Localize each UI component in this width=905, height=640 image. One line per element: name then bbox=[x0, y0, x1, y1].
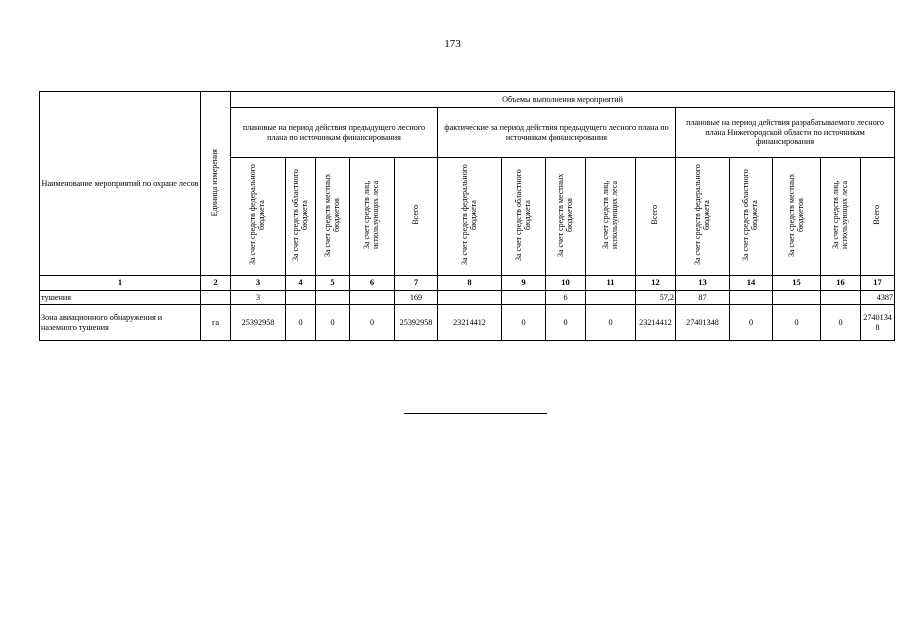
header-unit bbox=[201, 92, 231, 276]
table-cell: 27401348 bbox=[676, 305, 730, 341]
subcol-header bbox=[636, 158, 676, 276]
col-number: 10 bbox=[546, 276, 586, 291]
table-cell: тушения bbox=[40, 291, 201, 305]
table-cell bbox=[316, 291, 350, 305]
subcol-header bbox=[316, 158, 350, 276]
table-cell: 0 bbox=[546, 305, 586, 341]
col-number: 8 bbox=[438, 276, 502, 291]
subcol-header bbox=[438, 158, 502, 276]
table-cell bbox=[821, 291, 861, 305]
table-cell: Зона авиационного обнаружения и наземного тушения bbox=[40, 305, 201, 341]
table-cell bbox=[438, 291, 502, 305]
table-cell: 25392958 bbox=[231, 305, 286, 341]
subcol-header bbox=[502, 158, 546, 276]
subcol-header bbox=[395, 158, 438, 276]
header-unit-label: Единица измерения bbox=[210, 148, 220, 216]
header-group-actual-prev: фактические за период действия предыдущего лесного плана по источникам финансирования bbox=[438, 108, 676, 158]
subcol-label: За счет средств федерального бюджета bbox=[248, 164, 266, 266]
col-number: 13 bbox=[676, 276, 730, 291]
table-cell: 0 bbox=[773, 305, 821, 341]
col-number: 11 bbox=[586, 276, 636, 291]
col-number: 17 bbox=[861, 276, 895, 291]
subcol-header bbox=[586, 158, 636, 276]
subcol-header bbox=[286, 158, 316, 276]
table-row bbox=[40, 305, 895, 341]
subcol-header bbox=[773, 158, 821, 276]
table-cell: 0 bbox=[350, 305, 395, 341]
subcol-header bbox=[231, 158, 286, 276]
table-cell: 169 bbox=[395, 291, 438, 305]
subcol-label: За счет средств местных бюджетов bbox=[786, 173, 805, 257]
subcol-label: Всего bbox=[410, 205, 420, 226]
header-group-planned-prev: плановые на период действия предыдущего лесного плана по источникам финансирования bbox=[231, 108, 438, 158]
subcol-label: За счет средств федерального бюджета bbox=[459, 164, 478, 266]
table-cell: 23214412 bbox=[438, 305, 502, 341]
header-group-planned-new: плановые на период действия разрабатываемого лесного плана Нижегородской области по источникам финансирования bbox=[676, 108, 895, 158]
table-cell: 27401348 bbox=[861, 305, 895, 341]
col-number: 5 bbox=[316, 276, 350, 291]
table-cell: 0 bbox=[730, 305, 773, 341]
table-cell: 25392958 bbox=[395, 305, 438, 341]
table-cell: 4387 bbox=[861, 291, 895, 305]
col-number: 15 bbox=[773, 276, 821, 291]
table-cell: 0 bbox=[502, 305, 546, 341]
col-number: 2 bbox=[201, 276, 231, 291]
subcol-label: За счет средств лиц, использующих леса bbox=[830, 181, 849, 250]
forest-protection-table bbox=[39, 91, 895, 341]
subcol-label: Всего bbox=[650, 205, 660, 226]
table-cell: га bbox=[201, 305, 231, 341]
subcol-label: За счет средств областного бюджета bbox=[741, 169, 759, 262]
table-cell bbox=[201, 291, 231, 305]
table-row bbox=[40, 291, 895, 305]
table-cell bbox=[286, 291, 316, 305]
table-cell: 3 bbox=[231, 291, 286, 305]
subcol-header bbox=[861, 158, 895, 276]
col-number: 1 bbox=[40, 276, 201, 291]
col-number: 16 bbox=[821, 276, 861, 291]
subcol-header bbox=[821, 158, 861, 276]
table-cell bbox=[730, 291, 773, 305]
table-cell: 6 bbox=[546, 291, 586, 305]
table-cell bbox=[773, 291, 821, 305]
subcol-header bbox=[676, 158, 730, 276]
table-cell: 0 bbox=[586, 305, 636, 341]
table-cell bbox=[350, 291, 395, 305]
col-number: 7 bbox=[395, 276, 438, 291]
table-cell: 23214412 bbox=[636, 305, 676, 341]
subcol-label: За счет средств местных бюджетов bbox=[555, 173, 574, 257]
subcol-label: Всего bbox=[872, 205, 882, 226]
col-number: 9 bbox=[502, 276, 546, 291]
subcol-header bbox=[730, 158, 773, 276]
header-volumes: Объемы выполнения мероприятий bbox=[231, 92, 895, 108]
subcol-label: За счет средств областного бюджета bbox=[290, 169, 309, 262]
subcol-label: За счет средств лиц, использующих леса bbox=[362, 181, 380, 250]
table-cell bbox=[502, 291, 546, 305]
table-cell bbox=[586, 291, 636, 305]
col-number: 6 bbox=[350, 276, 395, 291]
subcol-header bbox=[350, 158, 395, 276]
col-number: 12 bbox=[636, 276, 676, 291]
col-number: 4 bbox=[286, 276, 316, 291]
footnote-separator bbox=[404, 413, 547, 414]
table-cell: 0 bbox=[286, 305, 316, 341]
header-activity-name: Наименование мероприятий по охране лесов bbox=[40, 92, 201, 276]
col-number: 3 bbox=[231, 276, 286, 291]
subcol-label: За счет средств местных бюджетов bbox=[322, 173, 341, 257]
table-cell: 0 bbox=[821, 305, 861, 341]
page-number: 173 bbox=[444, 38, 461, 50]
table-cell: 57,2 bbox=[636, 291, 676, 305]
table-cell: 87 bbox=[676, 291, 730, 305]
subcol-label: За счет средств федерального бюджета bbox=[692, 164, 711, 266]
table-cell: 0 bbox=[316, 305, 350, 341]
col-number: 14 bbox=[730, 276, 773, 291]
subcol-label: За счет средств областного бюджета bbox=[513, 169, 532, 262]
subcol-label: За счет средств лиц, использующих леса bbox=[600, 181, 619, 250]
subcol-header bbox=[546, 158, 586, 276]
